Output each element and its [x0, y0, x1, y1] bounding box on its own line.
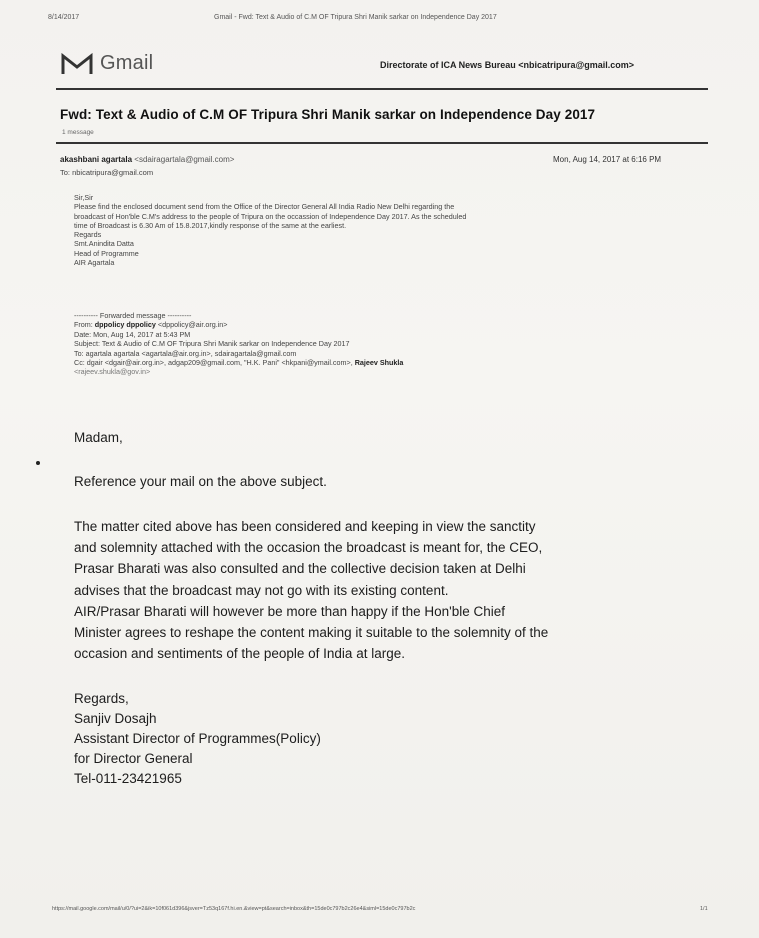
forwarded-from-name: dppolicy dppolicy: [94, 320, 156, 330]
message-count: 1 message: [62, 129, 94, 136]
letter-line: advises that the broadcast may not go with its existing content.: [74, 582, 449, 598]
intro-line: broadcast of Hon'ble C.M's address to the people of Tripura on the occassion of Independence Day 2017. As the scheduled: [74, 211, 467, 221]
account-identity: Directorate of ICA News Bureau <nbicatripura@gmail.com>: [380, 60, 635, 70]
message-body-intro: [74, 193, 694, 267]
print-footer-url: https://mail.google.com/mail/u/0/?ui=2&ik=10f061d396&jsver=Tz53q167f.hi.en.&view=pt&search=inbox&th=15de0c797b2c26e4&siml=15de0c797b2c: [52, 906, 416, 912]
letter-line: occasion and sentiments of the people of India at large.: [74, 646, 405, 662]
intro-line: Sir,Sir: [74, 193, 94, 202]
letter-line: and solemnity attached with the occasion the broadcast is meant for, the CEO,: [74, 540, 543, 556]
forwarded-cc: Cc: dgair <dgair@air.org.in>, adgap209@gmail.com, "H.K. Pani" <hkpani@ymail.com>, Rajeev Shukla: [74, 358, 404, 368]
thread-subject: Fwd: Text & Audio of C.M OF Tripura Shri Manik sarkar on Independence Day 2017: [60, 107, 596, 122]
letter-main-paragraph: [74, 516, 698, 664]
sender-name: akashbani agartala: [60, 155, 133, 164]
intro-line: Head of Programme: [74, 248, 139, 258]
intro-line: Smt.Anindita Datta: [74, 239, 134, 249]
forwarded-from: From: dppolicy dppolicy <dppolicy@air.org.in>: [74, 320, 228, 330]
gmail-logo[interactable]: [60, 52, 153, 75]
letter-line: Prasar Bharati was also consulted and the collective decision taken at Delhi: [74, 561, 526, 577]
print-page-number: 1/1: [700, 906, 708, 912]
signature-line: Tel-011-23421965: [74, 771, 182, 786]
signature-line: Regards,: [74, 691, 129, 706]
intro-line: Please find the enclosed document send from the Office of the Director General All India Radio New Delhi regarding the: [74, 202, 455, 212]
gmail-m-icon: [60, 53, 94, 75]
signature-line: Sanjiv Dosajh: [74, 711, 157, 726]
forwarded-date: Date: Mon, Aug 14, 2017 at 5:43 PM: [74, 329, 191, 339]
recipient-line: To: nbicatripura@gmail.com: [60, 168, 154, 177]
forwarded-to: To: agartala agartala <agartala@air.org.in>, sdairagartala@gmail.com: [74, 348, 297, 358]
signature-line: Assistant Director of Programmes(Policy): [74, 731, 321, 746]
print-page-title: Gmail - Fwd: Text & Audio of C.M OF Tripura Shri Manik sarkar on Independence Day 2017: [214, 14, 497, 21]
sender-email[interactable]: <sdairagartala@gmail.com>: [134, 155, 235, 164]
intro-line: Regards: [74, 230, 102, 240]
letter-signature: [74, 689, 321, 789]
intro-line: time of Broadcast is 6.30 Am of 15.8.2017,kindly response of the same at the earliest.: [74, 220, 347, 230]
cc-bold-name: Rajeev Shukla: [354, 358, 404, 368]
margin-dot: [36, 461, 40, 465]
message-date: Mon, Aug 14, 2017 at 6:16 PM: [553, 155, 662, 164]
letter-line: AIR/Prasar Bharati will however be more than happy if the Hon'ble Chief: [74, 603, 506, 619]
letter-greeting: Madam,: [74, 430, 123, 445]
print-date: 8/14/2017: [48, 14, 80, 21]
forwarded-header: [74, 311, 403, 377]
forwarded-from-email[interactable]: <dppolicy@air.org.in>: [157, 320, 228, 330]
gmail-logo-text: Gmail: [100, 52, 154, 74]
forwarded-separator: ---------- Forwarded message ----------: [74, 311, 192, 320]
letter-reference: Reference your mail on the above subject.: [74, 474, 327, 489]
header-divider: [56, 88, 708, 90]
signature-line: for Director General: [74, 751, 193, 766]
subject-divider: [56, 142, 708, 144]
letter-line: The matter cited above has been considered and keeping in view the sanctity: [74, 519, 536, 534]
sender-line: [60, 155, 234, 164]
forwarded-cc-continued: <rajeev.shukla@gov.in>: [74, 367, 151, 377]
forwarded-subject: Subject: Text & Audio of C.M OF Tripura Shri Manik sarkar on Independence Day 2017: [74, 339, 350, 349]
letter-line: Minister agrees to reshape the content making it suitable to the solemnity of the: [74, 625, 549, 641]
intro-line: AIR Agartala: [74, 258, 115, 268]
